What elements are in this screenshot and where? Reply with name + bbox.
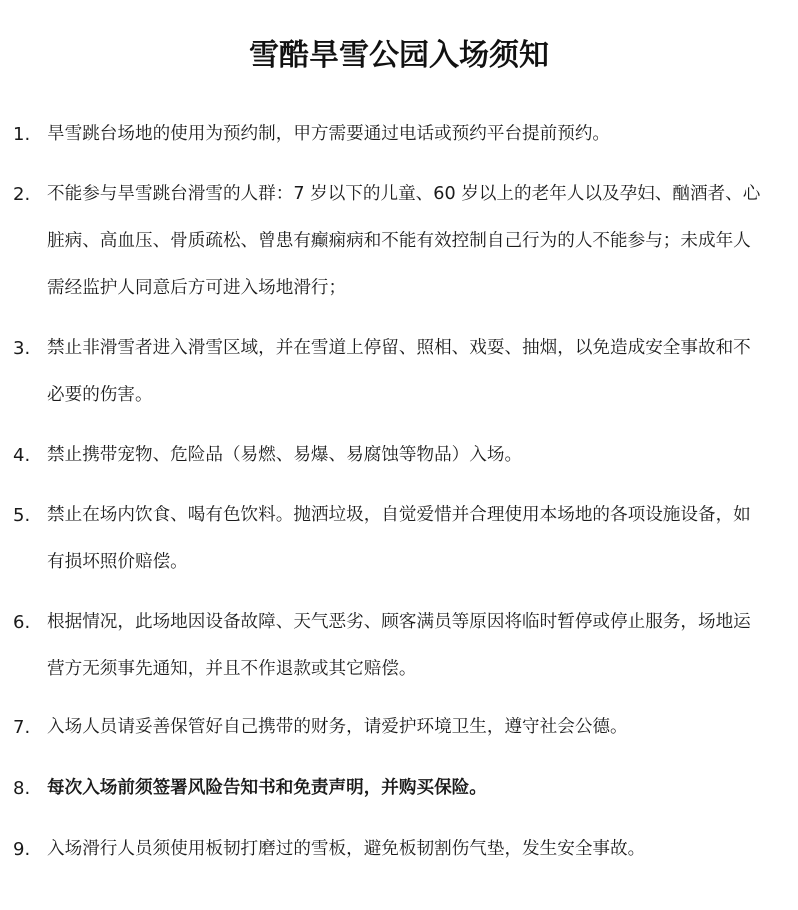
- rule-number: 6.: [13, 612, 31, 633]
- rule-text: 入场滑行人员须使用板韧打磨过的雪板，避免板韧割伤气垫，发生安全事故。: [47, 839, 646, 859]
- rule-number: 4.: [13, 445, 31, 466]
- rule-number: 7.: [13, 717, 31, 738]
- rule-text: 根据情况，此场地因设备故障、天气恶劣、顾客满员等原因将临时暂停或停止服务，场地运营方无须事先通知，并且不作退款或其它赔偿。: [47, 612, 751, 679]
- page-title: 雪酷旱雪公园入场须知: [249, 38, 549, 73]
- rule-text: 旱雪跳台场地的使用为预约制，甲方需要通过电话或预约平台提前预约。: [47, 124, 611, 144]
- rule-number: 9.: [13, 839, 31, 860]
- rule-number: 5.: [13, 505, 31, 526]
- rule-text: 不能参与旱雪跳台滑雪的人群：7 岁以下的儿童、60 岁以上的老年人以及孕妇、酗酒者、心脏病、高血压、骨质疏松、曾患有癫痫病和不能有效控制自己行为的人不能参与；未成年人需经监护人同意后方可进入场地滑行；: [47, 184, 761, 298]
- rule-number: 3.: [13, 338, 31, 359]
- rule-text: 入场人员请妥善保管好自己携带的财务，请爱护环境卫生，遵守社会公德。: [47, 717, 628, 737]
- rule-text: 禁止在场内饮食、喝有色饮料。抛洒垃圾，自觉爱惜并合理使用本场地的各项设施设备，如有损坏照价赔偿。: [47, 505, 751, 572]
- rule-number: 1.: [13, 124, 31, 145]
- rule-number: 8.: [13, 778, 31, 799]
- rule-text: 禁止非滑雪者进入滑雪区域，并在雪道上停留、照相、戏耍、抽烟，以免造成安全事故和不必要的伤害。: [47, 338, 751, 405]
- rule-number: 2.: [13, 184, 31, 205]
- rule-text: 禁止携带宠物、危险品（易燃、易爆、易腐蚀等物品）入场。: [47, 445, 523, 465]
- rule-text: 每次入场前须签署风险告知书和免责声明，并购买保险。: [47, 778, 487, 798]
